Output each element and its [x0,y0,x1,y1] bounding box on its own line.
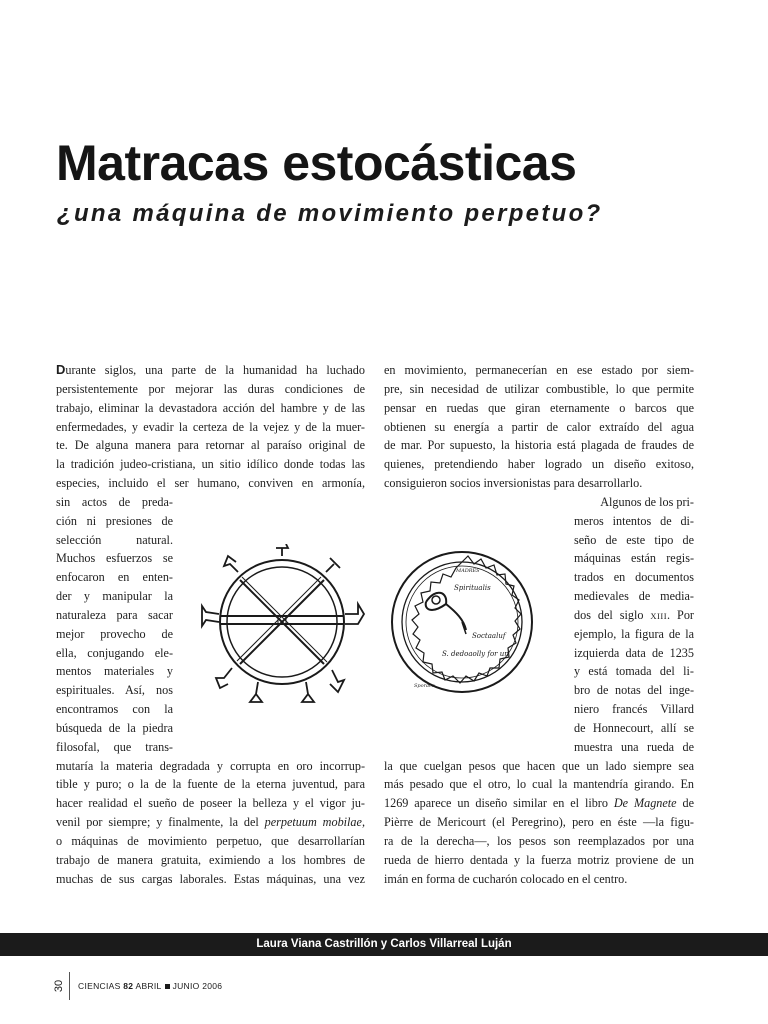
paragraph-line: quienes, pretendiendo haber logrado un diseño exitoso, [384,457,694,471]
issue-month-end: JUNIO 2006 [172,981,223,991]
paragraph-line: izquierda data de 1235 [574,646,694,660]
paragraph-line: trabajo, eliminar la devastadora acción del hambre y de las [56,401,365,415]
century-numeral: XIII [650,611,668,621]
figure-label: Sporacc [414,683,435,689]
journal-folio [78,980,222,992]
paragraph-line: te. De alguna manera para retornar al paraíso original de [56,438,365,452]
paragraph-line: máquinas están regis- [574,551,694,565]
peregrinus-wheel-figure [386,542,536,704]
paragraph-line: ejemplo, la figura de la [574,627,694,641]
page-number: 30 [53,979,65,993]
author-names: Laura Viana Castrillón y Carlos Villarreal Luján [256,938,512,950]
paragraph-line: muchas de sus cargas laborales. Estas máquinas, una vez [56,872,365,886]
author-bar [0,933,768,956]
square-bullet [165,984,170,989]
paragraph-line: enfocaron en enten- [56,570,173,584]
paragraph-line: 1269 aparece un diseño similar en el libro De Magnete de [384,796,694,810]
paragraph-line: ra de la derecha—, los pesos son reemplazados por una [384,834,694,848]
paragraph-line: ción ni presiones de [56,514,173,528]
paragraph-line: hacer realidad el sueño de poseer la belleza y el vigor ju- [56,796,365,810]
paragraph-line: der y manipular la [56,589,173,603]
issue-month-start: ABRIL [135,981,162,991]
paragraph-line: meros intentos de di- [574,514,694,528]
paragraph-line: mentos materiales y [56,664,173,678]
paragraph-line: tible y puro; o la de la fuente de la eterna juventud, para [56,777,365,791]
issue-number: 82 [123,981,134,991]
paragraph-line: imán en forma de cucharón colocado en el centro. [384,872,628,886]
book-title: De Magnete [613,796,677,810]
paragraph-line: sin actos de preda- [56,495,173,509]
figure-label: Spiritualis [454,584,491,592]
paragraph-line: más pesado que el otro, lo cual la mantendría girando. En [384,777,694,791]
paragraph-line: de Honnecourt, allí se [574,721,694,735]
paragraph-line: mutaría la materia degradada y corrupta en oro incorrup- [56,759,365,773]
paragraph-line: consiguieron socios inversionistas para desarrollarlo. [384,476,643,490]
paragraph-line: obtienen su energía a partir de calor extraído del agua [384,420,694,434]
paragraph-line: naturaleza para sacar [56,608,173,622]
paragraph-line: Algunos de los pri- [600,495,694,509]
journal-name: CIENCIAS [78,981,121,991]
article-subtitle: ¿una máquina de movimiento perpetuo? [57,200,603,227]
paragraph-line: trados en documentos [574,570,694,584]
paragraph-line: medievales de media- [574,589,694,603]
paragraph-line: pensar en ruedas que giran eternamente o barcos que [384,401,694,415]
paragraph-line: de mar. Por supuesto, la historia está plagada de fraudes de [384,438,694,452]
paragraph-line: venil por siempre; y finalmente, la del perpetuum mobilae, [56,815,365,829]
paragraph-line: trabajo de manera gratuita, eximiendo a los hombres de [56,853,365,867]
paragraph-line: ella, conjugando ele- [56,646,173,660]
paragraph-line: especies, incluido el ser humano, conviven en armonía, [56,476,365,490]
paragraph-line: Pièrre de Mericourt (el Peregrino), pero en éste —la figu- [384,815,694,829]
paragraph-line: la que cuelgan pesos que hacen que un lado siempre sea [384,759,694,773]
paragraph-line: bro de notas del inge- [574,683,694,697]
paragraph-line: Muchos esfuerzos se [56,551,173,565]
paragraph-line: encontramos con la [56,702,173,716]
figure-label: MADRES [456,568,480,574]
paragraph-line: la tradición judeo-cristiana, un sitio idílico donde todas las [56,457,365,471]
paragraph-line: filosofal, que trans- [56,740,173,754]
figure-label: S. dedoaolly for un [442,650,509,658]
villard-wheel-figure [198,544,370,708]
paragraph-line: dos del siglo XIII. Por [574,608,694,622]
paragraph-line: pre, sin necesidad de utilizar combustible, lo que permite [384,382,694,396]
paragraph-line: muestra una rueda de [574,740,694,754]
paragraph-line: selección natural. [56,533,173,547]
figure-label: Soctaaluf [472,632,506,640]
paragraph-line: persistentemente por mejorar las duras condiciones de [56,382,365,396]
paragraph-line: búsqueda de la piedra [56,721,173,735]
paragraph-line: o máquinas de movimiento perpetuo, que desarrollarían [56,834,365,848]
paragraph-line: seño de este tipo de [574,533,694,547]
folio-divider [69,972,70,1000]
drop-cap: D [56,362,66,377]
paragraph-line: Durante siglos, una parte de la humanidad ha luchado [56,362,365,377]
paragraph-line: y está tomada del li- [574,664,694,678]
paragraph-line: rueda de hierro dentada y la fuerza motriz proviene de un [384,853,694,867]
paragraph-line: espirituales. Así, nos [56,683,173,697]
paragraph-line: niero francés Villard [574,702,694,716]
paragraph-line: enfermedades, y evadir la certeza de la vejez y de la muer- [56,420,365,434]
paragraph-line: en movimiento, permanecerían en ese estado por siem- [384,363,694,377]
article-title: Matracas estocásticas [56,135,577,191]
emphasis-term: perpetuum mobilae, [264,815,365,829]
paragraph-line: mejor provecho de [56,627,173,641]
